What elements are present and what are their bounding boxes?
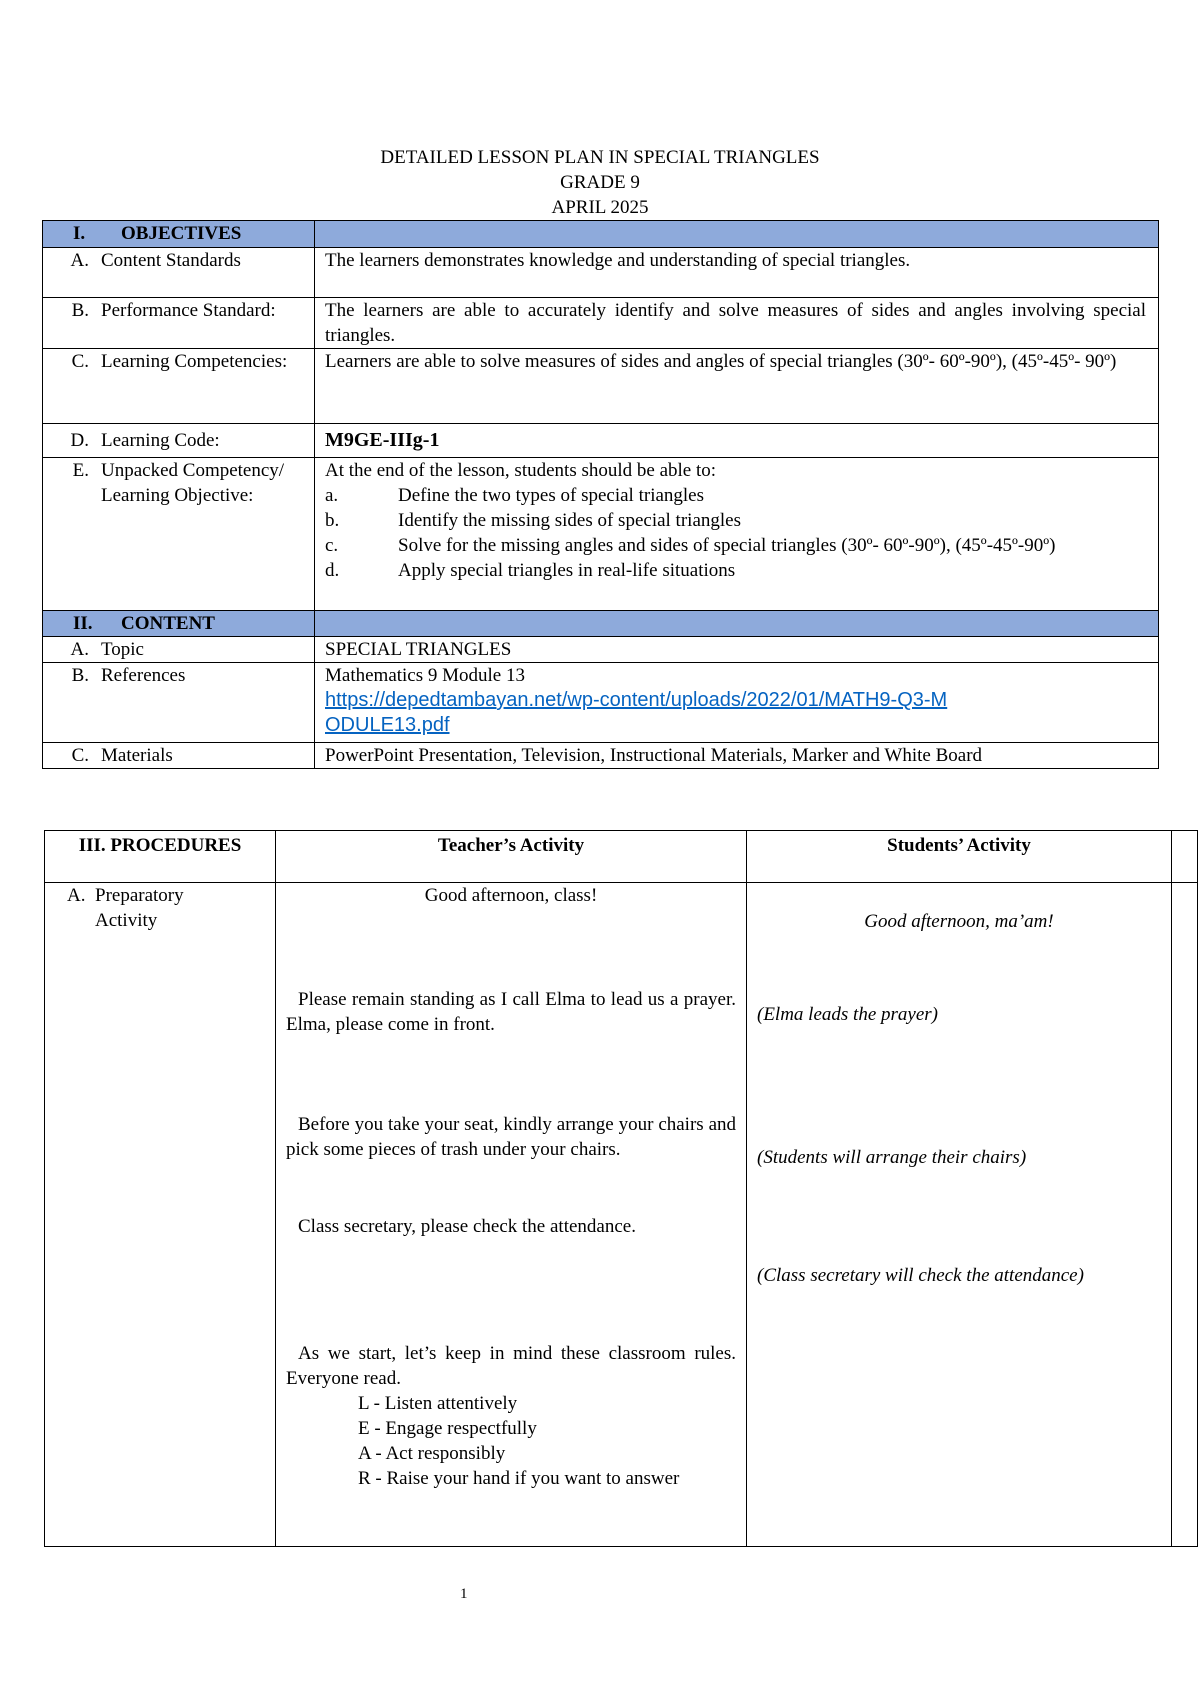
row-letter: B.: [71, 665, 89, 686]
roman-numeral: II.: [73, 613, 93, 634]
procedures-table: [44, 830, 1198, 1547]
page-number: 1: [460, 1586, 468, 1602]
table-row: [43, 248, 1159, 298]
learning-competencies-value: Learners are able to solve measures of sides and angles of special triangles (30º- 60º-90º), (45º-45º- 90º): [315, 349, 1159, 424]
reference-link[interactable]: https://depedtambayan.net/wp-content/uploads/2022/01/MATH9-Q3-MODULE13.pdf: [325, 689, 948, 736]
content-header-row: [43, 611, 1159, 637]
students-col-header: Students’ Activity: [747, 831, 1172, 883]
list-item: [325, 508, 1158, 533]
unpacked-objectives: [315, 458, 1159, 611]
row-label: Learning Code:: [101, 430, 220, 451]
objectives-table: [42, 220, 1159, 769]
stage-label: [67, 883, 265, 933]
table-row: [43, 663, 1159, 743]
section-title: CONTENT: [121, 613, 215, 634]
list-item: [325, 558, 1158, 583]
list-item: A - Act responsibly: [358, 1443, 506, 1464]
row-label: Learning Competencies:: [101, 351, 288, 372]
references-value: [315, 663, 1159, 743]
item-letter: b.: [325, 510, 340, 531]
table-row: [43, 424, 1159, 458]
row-label: Topic: [101, 639, 144, 660]
row-letter: C.: [71, 745, 89, 766]
row-label: Preparatory Activity: [95, 885, 184, 931]
list-item: L - Listen attentively: [358, 1393, 518, 1414]
performance-standard-value: The learners are able to accurately identify and solve measures of sides and angles involving special triangles.: [315, 298, 1159, 349]
table-row: [43, 637, 1159, 663]
doc-title: DETAILED LESSON PLAN IN SPECIAL TRIANGLES: [380, 147, 820, 168]
student-greeting: Good afternoon, ma’am!: [864, 911, 1054, 932]
item-letter: a.: [325, 485, 339, 506]
item-text: Solve for the missing angles and sides of special triangles (30º- 60º-90º), (45º-45º-90º): [398, 535, 1056, 556]
procedures-col-header: III. PROCEDURES: [45, 831, 276, 883]
teacher-seat: Before you take your seat, kindly arrange your chairs and pick some pieces of trash under your chairs.: [286, 1114, 736, 1160]
materials-value: PowerPoint Presentation, Television, Instructional Materials, Marker and White Board: [315, 743, 1159, 769]
list-item: R - Raise your hand if you want to answer: [358, 1468, 680, 1489]
procedures-header-row: [45, 831, 1198, 883]
row-label: Content Standards: [101, 250, 241, 271]
list-item: E - Engage respectfully: [358, 1418, 537, 1439]
table-row: [43, 349, 1159, 424]
teacher-attendance: Class secretary, please check the attendance.: [298, 1216, 636, 1237]
item-text: Apply special triangles in real-life situations: [398, 560, 736, 581]
topic-value: SPECIAL TRIANGLES: [315, 637, 1159, 663]
item-letter: d.: [325, 560, 340, 581]
table-row: [43, 298, 1159, 349]
section-title: OBJECTIVES: [121, 223, 242, 244]
row-letter: B.: [71, 300, 89, 321]
doc-grade: GRADE 9: [560, 172, 640, 193]
content-standards-value: The learners demonstrates knowledge and understanding of special triangles.: [315, 248, 1159, 298]
list-item: [325, 483, 1158, 508]
row-letter: A.: [70, 639, 89, 660]
objectives-header-row: [43, 221, 1159, 248]
row-label: References: [101, 665, 186, 686]
item-text: Define the two types of special triangles: [398, 485, 705, 506]
row-label: Performance Standard:: [101, 300, 276, 321]
reference-text: Mathematics 9 Module 13: [325, 665, 525, 686]
teacher-prayer: Please remain standing as I call Elma to lead us a prayer. Elma, please come in front.: [286, 989, 736, 1035]
row-letter: D.: [70, 430, 89, 451]
doc-date: APRIL 2025: [551, 197, 649, 218]
row-letter: A.: [67, 885, 86, 906]
teacher-col-header: Teacher’s Activity: [276, 831, 747, 883]
item-text: Identify the missing sides of special triangles: [398, 510, 741, 531]
row-letter: A.: [70, 250, 89, 271]
student-chairs: (Students will arrange their chairs): [757, 1147, 1027, 1168]
teacher-activity: [276, 883, 747, 1547]
list-item: [325, 533, 1158, 558]
learning-code-value: M9GE-IIIg-1: [315, 424, 1159, 458]
student-attendance: (Class secretary will check the attendance): [757, 1265, 1084, 1286]
roman-numeral: I.: [73, 223, 86, 244]
row-letter: C.: [71, 351, 89, 372]
item-letter: c.: [325, 535, 339, 556]
table-row: [43, 743, 1159, 769]
teacher-rules-intro: As we start, let’s keep in mind these classroom rules. Everyone read.: [286, 1343, 736, 1389]
row-label: Materials: [101, 745, 173, 766]
objectives-intro: At the end of the lesson, students should be able to:: [325, 460, 717, 481]
teacher-greeting: Good afternoon, class!: [424, 885, 598, 906]
classroom-rules: [286, 1391, 736, 1491]
row-label: Unpacked Competency/ Learning Objective:: [101, 460, 285, 506]
preparatory-row: [45, 883, 1198, 1547]
students-activity: [747, 883, 1172, 1547]
row-letter: E.: [72, 460, 89, 481]
table-row: [43, 458, 1159, 611]
student-prayer: (Elma leads the prayer): [757, 1004, 938, 1025]
